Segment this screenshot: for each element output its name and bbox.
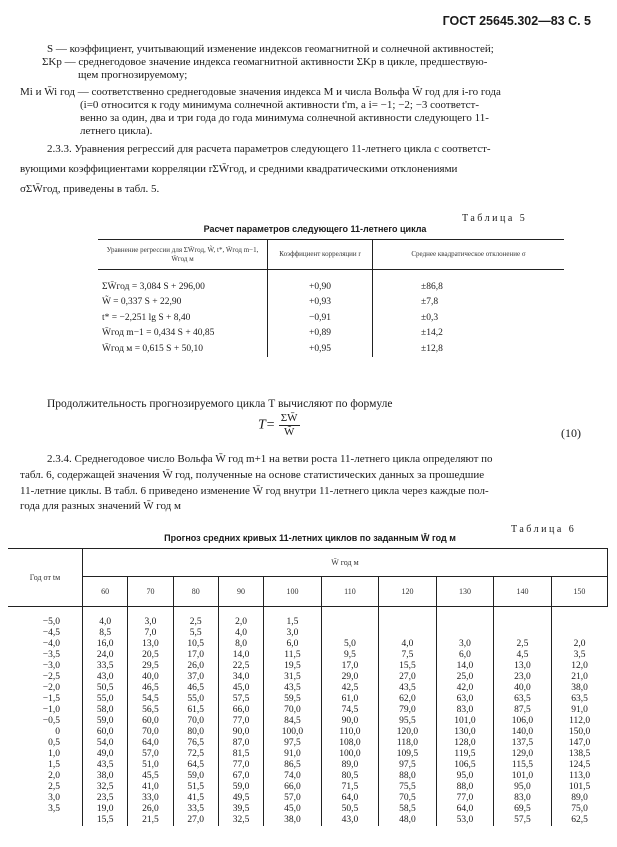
table6-value-cell: 72,5 [173, 749, 218, 760]
table6-year-cell: −2,0 [42, 683, 60, 693]
table6-value-cell: 25,0 [436, 672, 494, 683]
table6-value-cell: 4,0 [83, 607, 128, 629]
table5-correlation: +0,89 [268, 326, 373, 342]
table6-value-cell: 37,0 [173, 672, 218, 683]
table6-value-cell: 17,0 [321, 661, 379, 672]
table6-value-cell: 130,0 [436, 727, 494, 738]
definition-mi: Mi и W̄i год — соответственно среднегодовые значения индекса M и числа Вольфа W̄ год для i-го года [20, 86, 501, 98]
table6-value-cell: 140,0 [494, 727, 552, 738]
table6-value-cell: 88,0 [436, 782, 494, 793]
table6-value-cell: 2,0 [218, 607, 263, 629]
table6-value-cell: 83,0 [494, 793, 552, 804]
table6-value-cell [379, 628, 437, 639]
formula-10 [258, 412, 300, 439]
table6-value-cell: 77,0 [218, 716, 263, 727]
table6-col-header: 90 [218, 577, 263, 607]
table6-value-cell: 74,0 [264, 771, 322, 782]
table6-value-cell: 90,0 [218, 727, 263, 738]
table6-value-cell: 108,0 [321, 738, 379, 749]
table-row [8, 628, 608, 639]
definition-mi-cont-2: венно за один, два и три года до года минимума солнечной активности следующего 11- [80, 112, 489, 124]
table6-value-cell: 63,5 [494, 694, 552, 705]
table6-value-cell: 26,0 [173, 661, 218, 672]
table6-value-cell: 15,5 [379, 661, 437, 672]
table6-col-header: 120 [379, 577, 437, 607]
table6-value-cell: 57,5 [494, 815, 552, 826]
table6-value-cell: 14,0 [218, 650, 263, 661]
table-row [8, 672, 608, 683]
definition-kp-cont: щем прогнозируемому; [78, 69, 188, 81]
table5-deviation: ±86,8 [373, 270, 565, 295]
table6-value-cell: 6,0 [436, 650, 494, 661]
table6-value-cell: 129,0 [494, 749, 552, 760]
table6-value-cell: 118,0 [379, 738, 437, 749]
table6-value-cell: 42,0 [436, 683, 494, 694]
table6-label: Таблица 6 [511, 524, 577, 535]
table-row [8, 705, 608, 716]
table-row [8, 760, 608, 771]
table6-year-cell: −3,5 [42, 650, 60, 660]
table6-value-cell: 45,5 [128, 771, 173, 782]
table6-value-cell: 5,0 [321, 639, 379, 650]
table6-value-cell: 43,5 [264, 683, 322, 694]
table6-value-cell: 21,5 [128, 815, 173, 826]
table6-value-cell: 63,5 [551, 694, 607, 705]
table6-value-cell: 77,0 [218, 760, 263, 771]
table6-value-cell [436, 607, 494, 629]
table6-value-cell: 1,5 [264, 607, 322, 629]
table-row [98, 310, 564, 326]
table6-year-cell: −4,0 [42, 639, 60, 649]
table5-caption: Расчет параметров следующего 11-летнего цикла [203, 224, 427, 234]
table6-value-cell: 88,0 [379, 771, 437, 782]
table6-value-cell: 54,5 [128, 694, 173, 705]
table6-value-cell: 91,0 [551, 705, 607, 716]
table5-header-correlation: Коэффициент корреляции r [268, 240, 373, 270]
table6-value-cell: 50,5 [321, 804, 379, 815]
table6-value-cell [551, 628, 607, 639]
table5-header-equation: Уравнение регрессии для ΣW̄год, W̃, t*, W̄год m−1, W̄год м [98, 240, 268, 270]
table6-value-cell [321, 628, 379, 639]
table6-value-cell: 64,0 [436, 804, 494, 815]
table6-year-cell: 1,5 [48, 760, 60, 770]
definition-kp [42, 56, 487, 70]
table6-value-cell: 24,0 [83, 650, 128, 661]
formula-denominator: W̃ [283, 426, 295, 438]
table-row [8, 815, 608, 826]
table5 [98, 239, 564, 357]
table6-value-cell: 70,0 [173, 716, 218, 727]
table6-year-cell: −5,0 [42, 617, 60, 627]
table5-header-deviation: Среднее квадратическое отклонение σ [373, 240, 565, 270]
table6-value-cell: 38,0 [83, 771, 128, 782]
table6-value-cell: 74,5 [321, 705, 379, 716]
table6-value-cell: 57,0 [128, 749, 173, 760]
table6-value-cell: 83,0 [436, 705, 494, 716]
table6-value-cell: 5,5 [173, 628, 218, 639]
table6-value-cell: 8,0 [218, 639, 263, 650]
table6-value-cell: 41,5 [173, 793, 218, 804]
table6-value-cell: 89,0 [551, 793, 607, 804]
formula-number: (10) [561, 426, 581, 440]
table6-value-cell: 51,5 [173, 782, 218, 793]
table6-year-cell: −0,5 [42, 716, 60, 726]
table6-value-cell: 4,0 [218, 628, 263, 639]
table6-value-cell: 86,5 [264, 760, 322, 771]
table6-value-cell: 80,0 [173, 727, 218, 738]
table-row [98, 341, 564, 357]
table6-value-cell: 33,5 [83, 661, 128, 672]
table6-value-cell: 87,0 [218, 738, 263, 749]
table6-group-header: W̄ год м [83, 549, 608, 577]
table5-deviation: ±0,3 [373, 310, 565, 326]
table6-value-cell: 2,5 [494, 639, 552, 650]
table6-value-cell: 33,5 [173, 804, 218, 815]
table6-value-cell: 2,0 [551, 639, 607, 650]
table6-value-cell: 4,5 [494, 650, 552, 661]
table6-value-cell: 119,5 [436, 749, 494, 760]
table6-value-cell: 75,0 [551, 804, 607, 815]
table6-value-cell: 3,0 [128, 607, 173, 629]
table-row [8, 661, 608, 672]
table6-value-cell: 27,0 [379, 672, 437, 683]
table6-value-cell: 87,5 [494, 705, 552, 716]
table6-value-cell: 50,5 [83, 683, 128, 694]
table6-value-cell: 54,0 [83, 738, 128, 749]
table6-value-cell [436, 628, 494, 639]
table6-value-cell: 115,5 [494, 760, 552, 771]
table6-value-cell: 14,0 [436, 661, 494, 672]
table6-value-cell: 76,5 [173, 738, 218, 749]
table6-col-header: 140 [494, 577, 552, 607]
table6-value-cell: 8,5 [83, 628, 128, 639]
table6-value-cell: 67,0 [218, 771, 263, 782]
table6-col-header: 60 [83, 577, 128, 607]
table6-value-cell: 137,5 [494, 738, 552, 749]
table6-value-cell: 16,0 [83, 639, 128, 650]
section-234-line-4: года для разных значений W̄ год м [20, 500, 181, 512]
table6-value-cell: 95,0 [436, 771, 494, 782]
table6-year-cell: 0,5 [48, 738, 60, 748]
table6-value-cell: 59,5 [264, 694, 322, 705]
table5-equation: t* = −2,251 lg S + 8,40 [102, 312, 191, 323]
table6-value-cell: 39,5 [218, 804, 263, 815]
table6-value-cell: 60,0 [83, 727, 128, 738]
table6-value-cell: 40,0 [494, 683, 552, 694]
section-234-line-2: табл. 6, содержащей значения W̄ год, полученные на основе статистических данных за прошедшие [20, 469, 485, 481]
table6-value-cell: 106,5 [436, 760, 494, 771]
table-row [8, 804, 608, 815]
table6-value-cell: 101,0 [494, 771, 552, 782]
definition-s: S — коэффициент, учитывающий изменение индексов геомагнитной и солнечной активностей; [47, 43, 494, 55]
duration-text: Продолжительность прогнозируемого цикла T вычисляют по формуле [47, 398, 393, 410]
table6-value-cell: 58,5 [379, 804, 437, 815]
section-233-line-3: σΣW̄год, приведены в табл. 5. [20, 183, 160, 195]
table-row [8, 749, 608, 760]
table6-value-cell: 7,5 [379, 650, 437, 661]
table6-col-header: 80 [173, 577, 218, 607]
table-row [98, 270, 564, 295]
table6-value-cell: 95,5 [379, 716, 437, 727]
table-row [8, 607, 608, 629]
section-233-line-1: 2.3.3. Уравнения регрессий для расчета параметров следующего 11-летнего цикла с соответст- [47, 143, 491, 155]
table6-year-cell: 1,0 [48, 749, 60, 759]
table6-value-cell: 41,0 [128, 782, 173, 793]
table6-value-cell: 60,0 [128, 716, 173, 727]
table6-value-cell: 33,0 [128, 793, 173, 804]
table6-col-header: 150 [551, 577, 607, 607]
table6-value-cell: 70,5 [379, 793, 437, 804]
table6-value-cell: 89,0 [321, 760, 379, 771]
table6-value-cell: 46,5 [173, 683, 218, 694]
table6-value-cell: 23,5 [83, 793, 128, 804]
table6-value-cell: 27,0 [173, 815, 218, 826]
table5-equation: W̃ = 0,337 S + 22,90 [102, 297, 182, 308]
table6-value-cell: 147,0 [551, 738, 607, 749]
table6-value-cell: 3,5 [551, 650, 607, 661]
table6-value-cell: 3,0 [436, 639, 494, 650]
table6-value-cell: 61,0 [321, 694, 379, 705]
table-row [8, 650, 608, 661]
table6-value-cell: 46,5 [128, 683, 173, 694]
table6-value-cell: 34,0 [218, 672, 263, 683]
table6-year-cell: 0 [55, 727, 60, 737]
table-row [8, 716, 608, 727]
table6-value-cell: 38,0 [551, 683, 607, 694]
table6-col-header: 100 [264, 577, 322, 607]
table6-year-cell: 3,0 [48, 793, 60, 803]
table6-value-cell [494, 628, 552, 639]
table6-value-cell: 71,5 [321, 782, 379, 793]
table6-value-cell: 110,0 [321, 727, 379, 738]
table6-value-cell [379, 607, 437, 629]
table6-value-cell: 112,0 [551, 716, 607, 727]
table6-value-cell: 40,0 [128, 672, 173, 683]
table6-value-cell: 55,0 [173, 694, 218, 705]
table6-value-cell: 80,5 [321, 771, 379, 782]
section-234-line-3: 11-летние циклы. В табл. 6 приведено изменение W̄ год внутри 11-летнего цикла через каждые пол- [20, 485, 489, 497]
table6-value-cell: 3,0 [264, 628, 322, 639]
table6-value-cell: 59,0 [83, 716, 128, 727]
table6-value-cell: 43,5 [83, 760, 128, 771]
table5-correlation: −0,91 [268, 310, 373, 326]
table6-value-cell: 75,5 [379, 782, 437, 793]
table6-value-cell: 64,0 [128, 738, 173, 749]
table6-value-cell: 43,0 [83, 672, 128, 683]
table6-value-cell: 62,5 [551, 815, 607, 826]
table6-value-cell: 20,5 [128, 650, 173, 661]
table6-value-cell: 31,5 [264, 672, 322, 683]
table5-equation: W̄год m−1 = 0,434 S + 40,85 [102, 328, 215, 339]
table6-value-cell: 23,0 [494, 672, 552, 683]
table6-value-cell: 10,5 [173, 639, 218, 650]
table6-value-cell: 90,0 [321, 716, 379, 727]
table-row [8, 683, 608, 694]
table6-value-cell: 109,5 [379, 749, 437, 760]
table6-value-cell: 9,5 [321, 650, 379, 661]
table6-value-cell: 66,0 [264, 782, 322, 793]
table6-value-cell: 95,0 [494, 782, 552, 793]
table-row [8, 639, 608, 650]
table6-value-cell: 84,5 [264, 716, 322, 727]
table6-value-cell: 2,5 [173, 607, 218, 629]
formula-numerator: ΣW̄ [280, 412, 298, 424]
section-234-line-1: 2.3.4. Среднегодовое число Вольфа W̄ год m+1 на ветви роста 11-летнего цикла определяют по [47, 453, 493, 465]
table6-value-cell: 6,0 [264, 639, 322, 650]
table6-year-cell: −1,0 [42, 705, 60, 715]
table6-value-cell: 15,5 [83, 815, 128, 826]
table6-value-cell: 138,5 [551, 749, 607, 760]
table6-value-cell: 113,0 [551, 771, 607, 782]
table6-value-cell: 61,5 [173, 705, 218, 716]
table6-value-cell [551, 607, 607, 629]
table6-value-cell: 150,0 [551, 727, 607, 738]
table6-value-cell: 32,5 [218, 815, 263, 826]
table6-value-cell: 100,0 [264, 727, 322, 738]
table6-value-cell: 29,0 [321, 672, 379, 683]
table6-value-cell: 57,0 [264, 793, 322, 804]
table6-year-cell: 3,5 [48, 804, 60, 814]
table-row [98, 326, 564, 342]
table6-value-cell: 57,5 [218, 694, 263, 705]
table6-value-cell: 29,5 [128, 661, 173, 672]
table6-value-cell: 13,0 [128, 639, 173, 650]
table6-value-cell: 43,5 [379, 683, 437, 694]
table6-value-cell: 56,5 [128, 705, 173, 716]
table6-value-cell: 21,0 [551, 672, 607, 683]
table6-year-cell: −3,0 [42, 661, 60, 671]
table6-value-cell: 32,5 [83, 782, 128, 793]
table6-value-cell: 97,5 [379, 760, 437, 771]
table6-value-cell: 62,0 [379, 694, 437, 705]
table5-correlation: +0,90 [268, 270, 373, 295]
table6-value-cell [494, 607, 552, 629]
table6-value-cell: 77,0 [436, 793, 494, 804]
table6-value-cell: 79,0 [379, 705, 437, 716]
table6-value-cell: 19,5 [264, 661, 322, 672]
table5-deviation: ±7,8 [373, 295, 565, 311]
table5-correlation: +0,95 [268, 341, 373, 357]
table6-value-cell: 13,0 [494, 661, 552, 672]
table5-equation: W̄год м = 0,615 S + 50,10 [102, 343, 203, 354]
table6-year-cell: −4,5 [42, 628, 60, 638]
formula-lhs: T= [258, 417, 276, 433]
table6-caption: Прогноз средних кривых 11-летних циклов по заданным W̄ год м [164, 533, 456, 543]
table6-value-cell: 55,0 [83, 694, 128, 705]
table6-value-cell: 97,5 [264, 738, 322, 749]
table6-value-cell: 128,0 [436, 738, 494, 749]
table6-value-cell: 51,0 [128, 760, 173, 771]
table6-value-cell: 81,5 [218, 749, 263, 760]
table6-year-cell: −2,5 [42, 672, 60, 682]
table5-correlation: +0,93 [268, 295, 373, 311]
table6-value-cell: 22,5 [218, 661, 263, 672]
table-row [8, 727, 608, 738]
definition-mi-cont-1: (i=0 относится к году минимума солнечной активности t'm, а i= −1; −2; −3 соответст- [80, 99, 480, 111]
table-row [8, 738, 608, 749]
table5-deviation: ±14,2 [373, 326, 565, 342]
table5-equation: ΣW̄год = 3,084 S + 296,00 [102, 281, 205, 292]
table6-value-cell: 26,0 [128, 804, 173, 815]
definition-kp-text: p — среднегодовое значение индекса геомагнитной активности ΣKp в цикле, предшествую- [56, 56, 488, 68]
definition-mi-cont-3: летнего цикла). [80, 125, 153, 137]
table6-value-cell: 42,5 [321, 683, 379, 694]
table6-value-cell [321, 607, 379, 629]
table6-row-header: Год от tм [8, 549, 83, 607]
table6-value-cell: 101,0 [436, 716, 494, 727]
table-row [8, 782, 608, 793]
table6-value-cell: 59,0 [173, 771, 218, 782]
table6-value-cell: 59,0 [218, 782, 263, 793]
table6-value-cell: 43,0 [321, 815, 379, 826]
table6-col-header: 110 [321, 577, 379, 607]
definition-kp-symbol: ΣK [42, 56, 57, 68]
table6 [8, 548, 608, 826]
table6-value-cell: 45,0 [264, 804, 322, 815]
table6-value-cell: 124,5 [551, 760, 607, 771]
table6-value-cell: 49,5 [218, 793, 263, 804]
table6-year-cell: −1,5 [42, 694, 60, 704]
table6-value-cell: 4,0 [379, 639, 437, 650]
table6-value-cell: 70,0 [264, 705, 322, 716]
table6-value-cell: 100,0 [321, 749, 379, 760]
table-row [8, 771, 608, 782]
table-row [8, 694, 608, 705]
table6-value-cell: 48,0 [379, 815, 437, 826]
table6-col-header: 130 [436, 577, 494, 607]
table5-label: Таблица 5 [462, 213, 528, 224]
table6-value-cell: 53,0 [436, 815, 494, 826]
table6-value-cell: 70,0 [128, 727, 173, 738]
table6-value-cell: 64,5 [173, 760, 218, 771]
table6-value-cell: 7,0 [128, 628, 173, 639]
table6-value-cell: 49,0 [83, 749, 128, 760]
section-233-line-2: вующими коэффициентами корреляции rΣW̄год, и средними квадратическими отклонениями [20, 163, 458, 175]
table5-deviation: ±12,8 [373, 341, 565, 357]
table6-value-cell: 58,0 [83, 705, 128, 716]
table6-value-cell: 11,5 [264, 650, 322, 661]
table6-value-cell: 101,5 [551, 782, 607, 793]
table6-value-cell: 66,0 [218, 705, 263, 716]
table6-value-cell: 38,0 [264, 815, 322, 826]
table6-year-cell: 2,0 [48, 771, 60, 781]
page-header: ГОСТ 25645.302—83 С. 5 [442, 14, 591, 28]
table6-year-cell: 2,5 [48, 782, 60, 792]
table6-value-cell: 17,0 [173, 650, 218, 661]
table6-value-cell: 106,0 [494, 716, 552, 727]
table6-value-cell: 91,0 [264, 749, 322, 760]
table-row [98, 295, 564, 311]
table6-col-header: 70 [128, 577, 173, 607]
table6-value-cell: 64,0 [321, 793, 379, 804]
table6-value-cell: 19,0 [83, 804, 128, 815]
table6-value-cell: 63,0 [436, 694, 494, 705]
table6-value-cell: 120,0 [379, 727, 437, 738]
table-row [8, 793, 608, 804]
table6-value-cell: 69,5 [494, 804, 552, 815]
table6-value-cell: 12,0 [551, 661, 607, 672]
table6-year-cell [8, 815, 83, 826]
table6-value-cell: 45,0 [218, 683, 263, 694]
